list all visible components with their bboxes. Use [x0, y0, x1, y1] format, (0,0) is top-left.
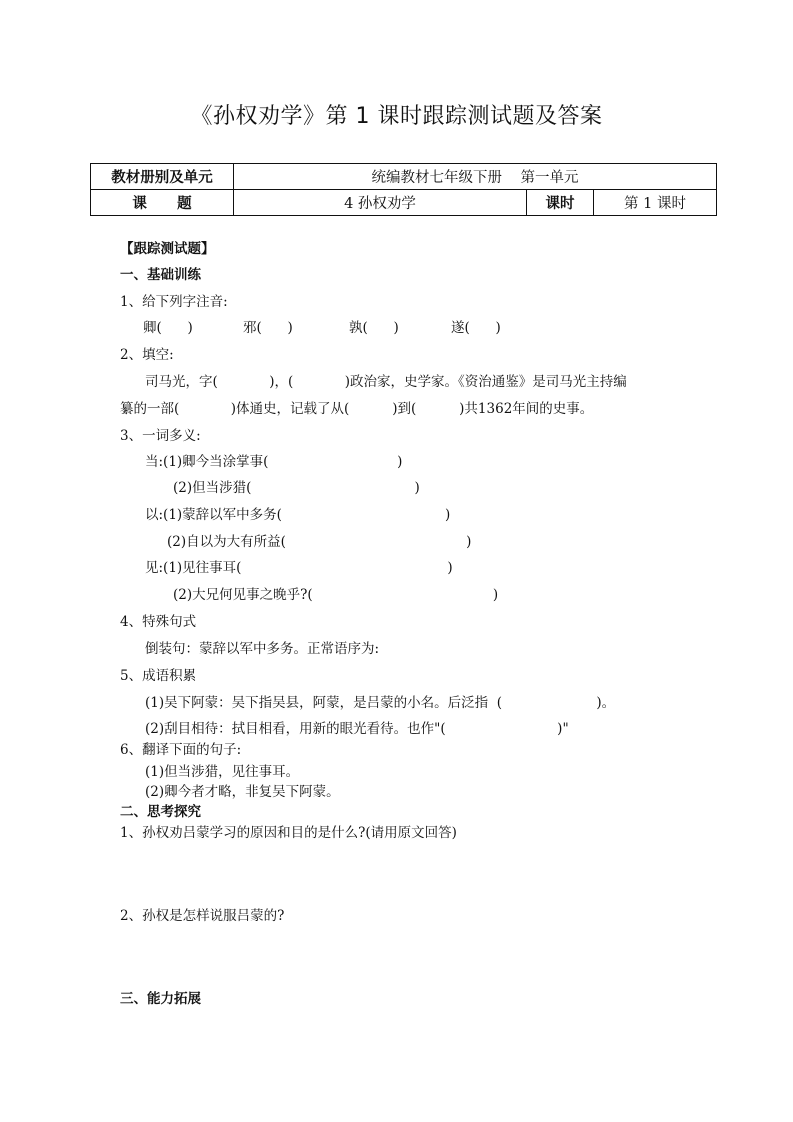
q5-line-1: (1)吴下阿蒙：吴下指吴县，阿蒙，是吕蒙的小名。后泛指 ( )。	[145, 695, 616, 711]
q3-yi-1: 以:(1)蒙辞以军中多务( )	[145, 507, 451, 523]
q1-char-3: 孰( )	[349, 320, 399, 336]
part2-q1: 1、孙权劝吕蒙学习的原因和目的是什么?(请用原文回答)	[120, 825, 457, 841]
lesson-value: 4 孙权劝学	[234, 190, 527, 216]
q1-char-1: 卿( )	[143, 320, 193, 336]
q6-line-2: (2)卿今者才略，非复吴下阿蒙。	[145, 784, 340, 800]
q3-jian-2: (2)大兄何见事之晚乎?( )	[173, 587, 499, 603]
info-table	[90, 163, 717, 216]
q4-prompt: 4、特殊句式	[120, 614, 197, 630]
q5-line-2: (2)刮目相待：拭目相看，用新的眼光看待。也作"( )"	[145, 721, 569, 737]
info-row-textbook	[91, 164, 717, 190]
part3-heading: 三、能力拓展	[120, 991, 201, 1007]
q4-line: 倒装句：蒙辞以军中多务。正常语序为:	[145, 641, 380, 657]
textbook-label: 教材册别及单元	[91, 164, 234, 190]
q3-jian-1: 见:(1)见往事耳( )	[145, 560, 453, 576]
q3-dang-2: (2)但当涉猎( )	[173, 480, 420, 496]
period-value: 第 1 课时	[594, 190, 717, 216]
q3-prompt: 3、一词多义:	[120, 428, 201, 444]
section-tag: 【跟踪测试题】	[120, 241, 215, 257]
textbook-value: 统编教材七年级下册 第一单元	[234, 164, 717, 190]
q5-prompt: 5、成语积累	[120, 668, 197, 684]
q6-line-1: (1)但当涉猎，见往事耳。	[145, 764, 300, 780]
q6-prompt: 6、翻译下面的句子:	[120, 742, 242, 758]
q2-line-2: 纂的一部( )体通史，记载了从( )到( )共1362年间的史事。	[120, 401, 594, 417]
part2-heading: 二、思考探究	[120, 804, 201, 820]
q2-prompt: 2、填空:	[120, 347, 174, 363]
page-title: 《孙权劝学》第 1 课时跟踪测试题及答案	[190, 104, 603, 129]
lesson-label: 课 题	[91, 190, 234, 216]
part1-heading: 一、基础训练	[120, 267, 201, 283]
q1-char-2: 邪( )	[243, 320, 293, 336]
q1-prompt: 1、给下列字注音:	[120, 294, 228, 310]
part2-q2: 2、孙权是怎样说服吕蒙的?	[120, 908, 285, 924]
q1-char-4: 遂( )	[451, 320, 501, 336]
info-row-lesson	[91, 190, 717, 216]
q3-yi-2: (2)自以为大有所益( )	[167, 534, 472, 550]
q3-dang-1: 当:(1)卿今当涂掌事( )	[145, 454, 403, 470]
period-label: 课时	[527, 190, 594, 216]
q2-line-1: 司马光，字( )，( )政治家，史学家。《资治通鉴》是司马光主持编	[145, 374, 627, 390]
